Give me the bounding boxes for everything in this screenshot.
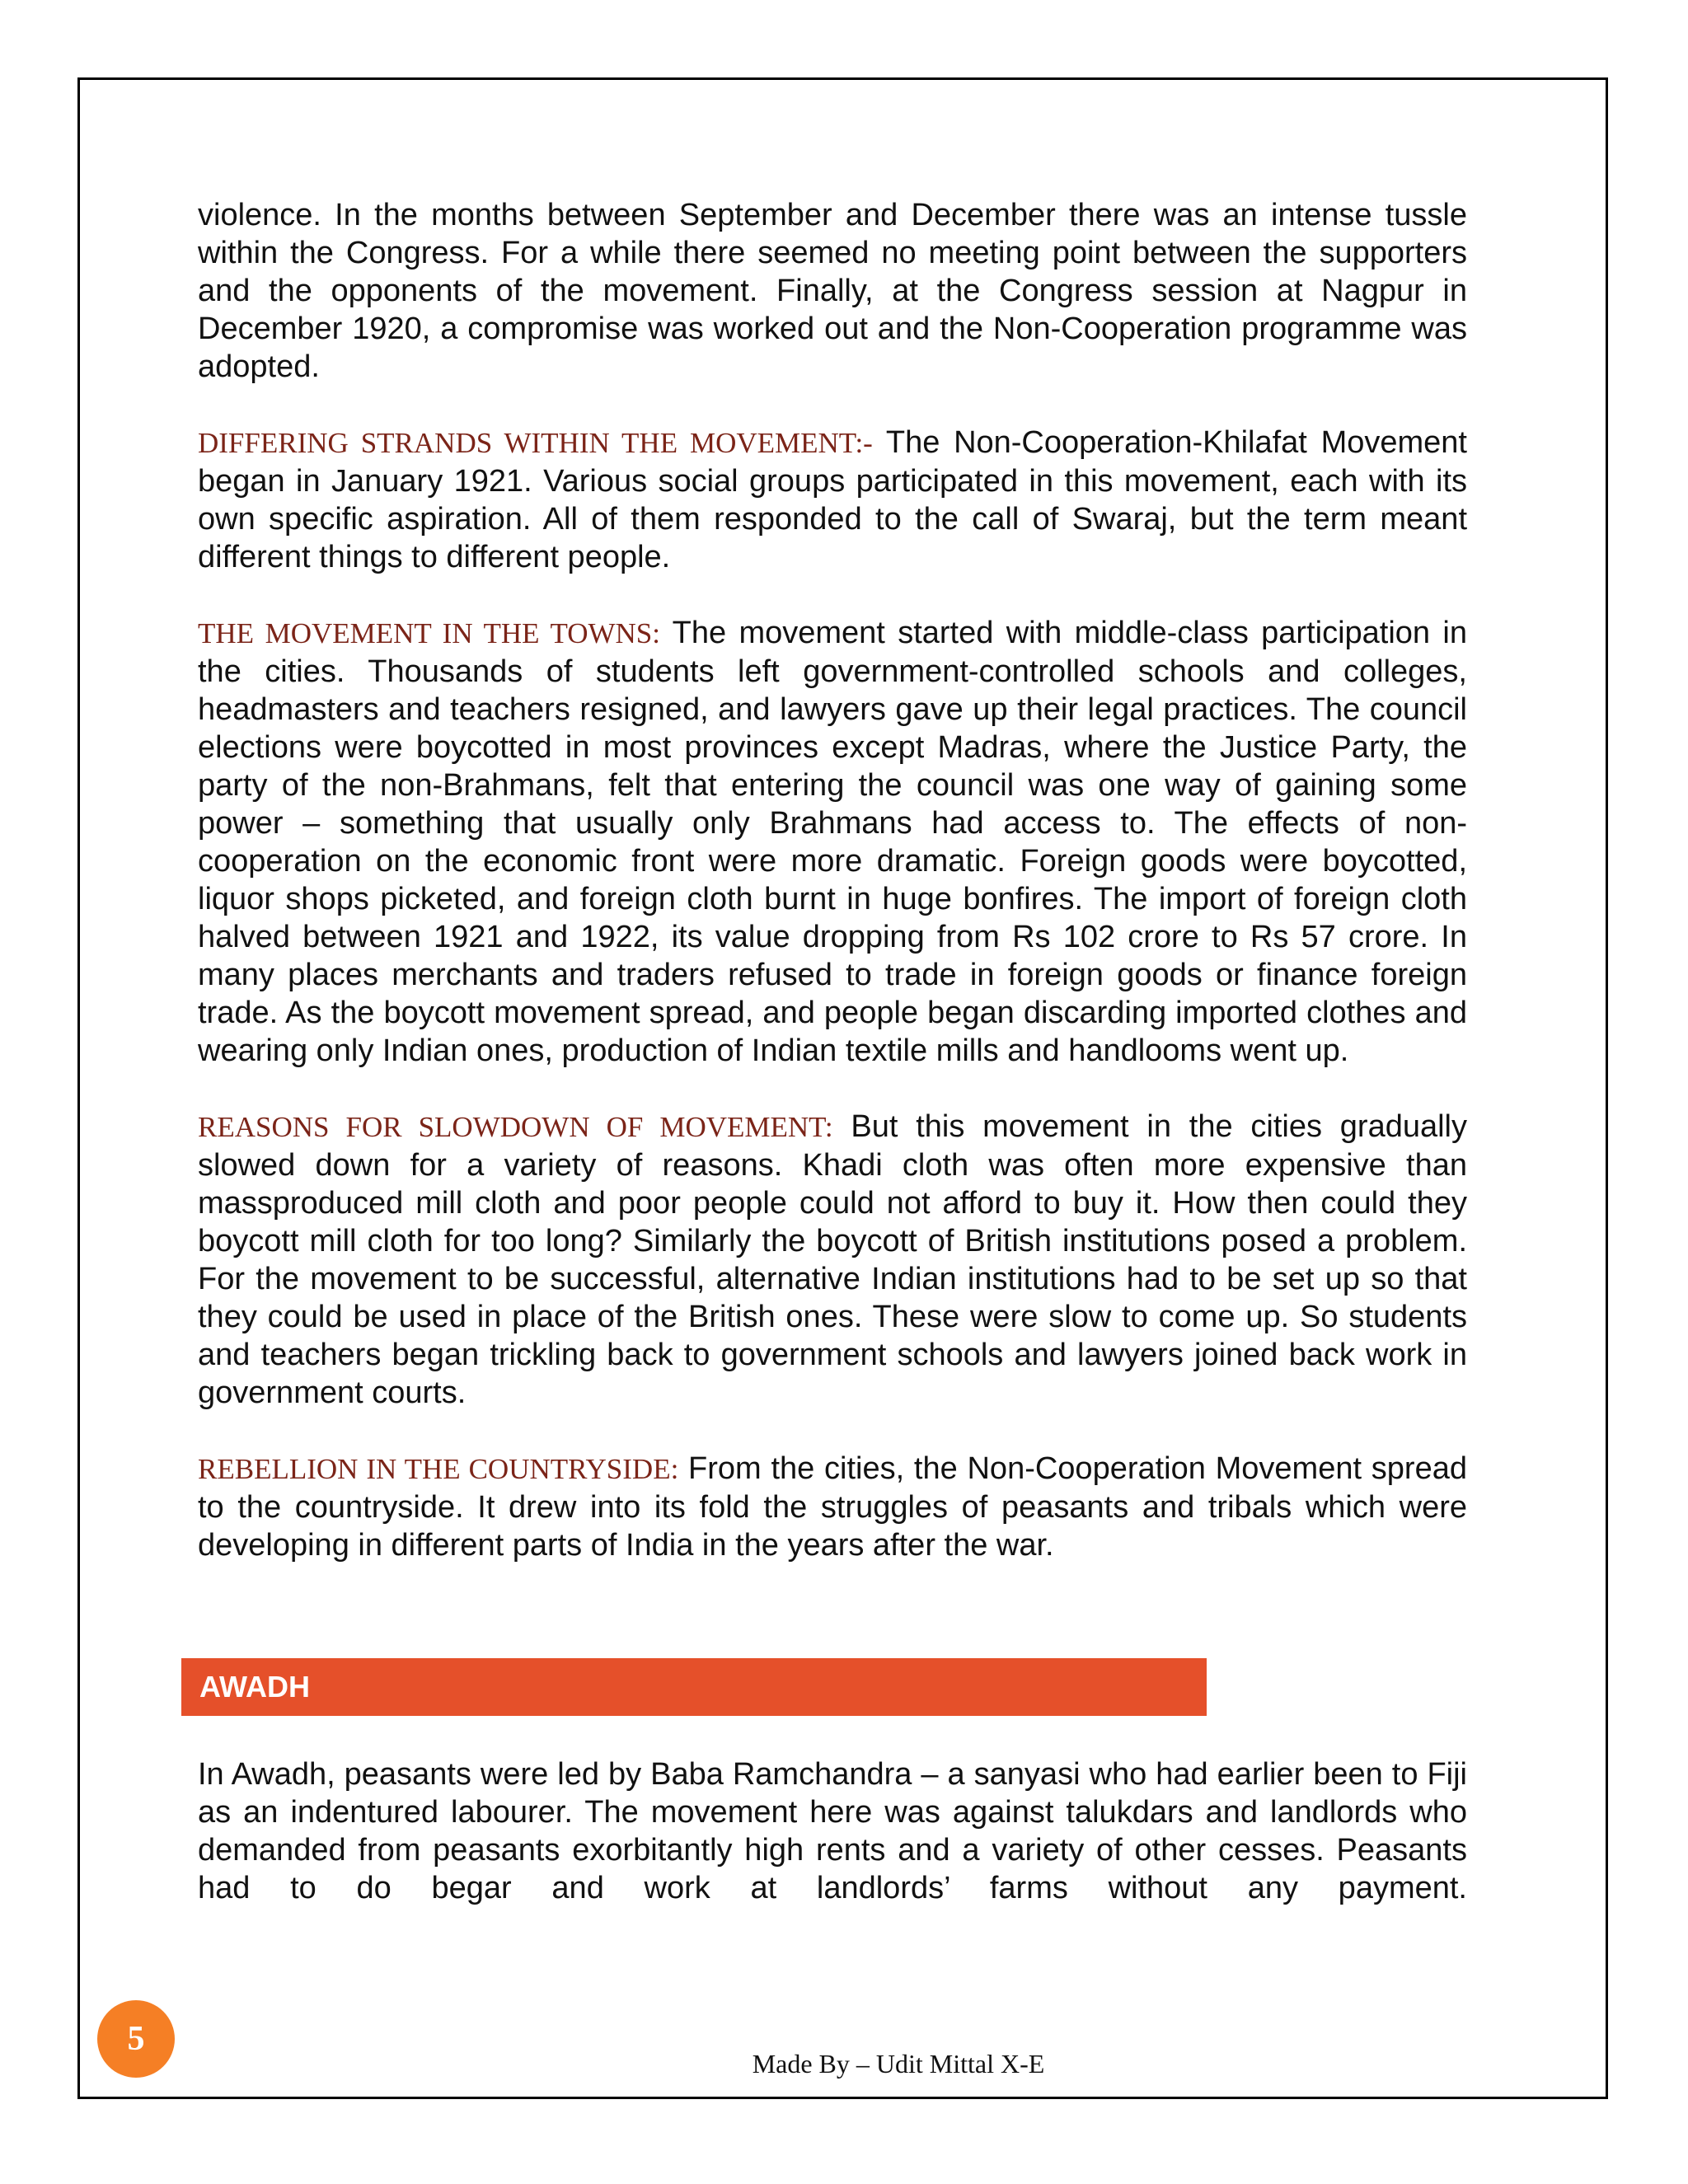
section-title-bar bbox=[181, 1658, 1207, 1716]
paragraph-awadh bbox=[198, 1755, 1467, 1907]
paragraph-text: The movement started with middle-class participation in the cities. Thousands of students left government-controlled schools and colleges, headmasters and teachers resigned, and lawyers gave up their legal practices. The council elections were boycotted in most provinces except Madras, where the Justice Party, the party of the non-Brahmans, felt that entering the council was one way of gaining some power – something that usually only Brahmans had access to. The effects of non-cooperation on the economic front were more dramatic. Foreign goods were boycotted, liquor shops picketed, and foreign cloth burnt in huge bonfires. The import of foreign cloth halved between 1921 and 1922, its value dropping from Rs 102 crore to Rs 57 crore. In many places merchants and traders refused to trade in foreign goods or finance foreign trade. As the boycott movement spread, and people began discarding imported clothes and wearing only Indian ones, production of Indian textile mills and handlooms went up. bbox=[198, 616, 1467, 1068]
paragraph-intro bbox=[198, 196, 1467, 386]
paragraph-differing-strands bbox=[198, 424, 1467, 576]
footer-credit: Made By – Udit Mittal X-E bbox=[752, 2049, 1045, 2079]
section-heading-movement-in-towns: THE MOVEMENT IN THE TOWNS: bbox=[198, 617, 660, 649]
paragraph-text: violence. In the months between September and December there was an intense tussle within the Congress. For a while there seemed no meeting point between the supporters and the opponents of the movement. Finally, at the Congress session at Nagpur in December 1920, a compromise was worked out and the Non-Cooperation programme was adopted. bbox=[198, 198, 1467, 384]
paragraph-text: But this movement in the cities gradually slowed down for a variety of reasons. Khadi cloth was often more expensive than massproduced mill cloth and poor people could not afford to buy it. How then could they boycott mill cloth for too long? Similarly the boycott of British institutions posed a problem. For the movement to be successful, alternative Indian institutions had to be set up so that they could be used in place of the British ones. These were slow to come up. So students and teachers began trickling back to government schools and lawyers joined back work in government courts. bbox=[198, 1109, 1467, 1410]
section-heading-slowdown: REASONS FOR SLOWDOWN OF MOVEMENT: bbox=[198, 1111, 833, 1143]
paragraph-slowdown bbox=[198, 1108, 1467, 1412]
paragraph-text: From the cities, the Non-Cooperation Movement spread to the countryside. It drew into its fold the struggles of peasants and tribals which were developing in different parts of India in the years after the war. bbox=[198, 1451, 1467, 1563]
paragraph-text: The Non-Cooperation-Khilafat Movement began in January 1921. Various social groups participated in this movement, each with its own specific aspiration. All of them responded to the call of Swaraj, but the term meant different things to different people. bbox=[198, 425, 1467, 574]
page-number: 5 bbox=[127, 2020, 145, 2058]
paragraph-movement-in-towns bbox=[198, 614, 1467, 1070]
paragraph-countryside bbox=[198, 1450, 1467, 1564]
section-title: AWADH bbox=[199, 1670, 310, 1704]
section-heading-countryside: REBELLION IN THE COUNTRYSIDE: bbox=[198, 1453, 679, 1485]
section-heading-differing-strands: DIFFERING STRANDS WITHIN THE MOVEMENT:- bbox=[198, 427, 873, 459]
paragraph-text: In Awadh, peasants were led by Baba Ramchandra – a sanyasi who had earlier been to Fiji as an indentured labourer. The movement here was against talukdars and landlords who demanded from peasants exorbitantly high rents and a variety of other cesses. Peasants had to do begar and work at landlords’ farms without any payment. bbox=[198, 1757, 1467, 1905]
document-body bbox=[198, 196, 1467, 1602]
